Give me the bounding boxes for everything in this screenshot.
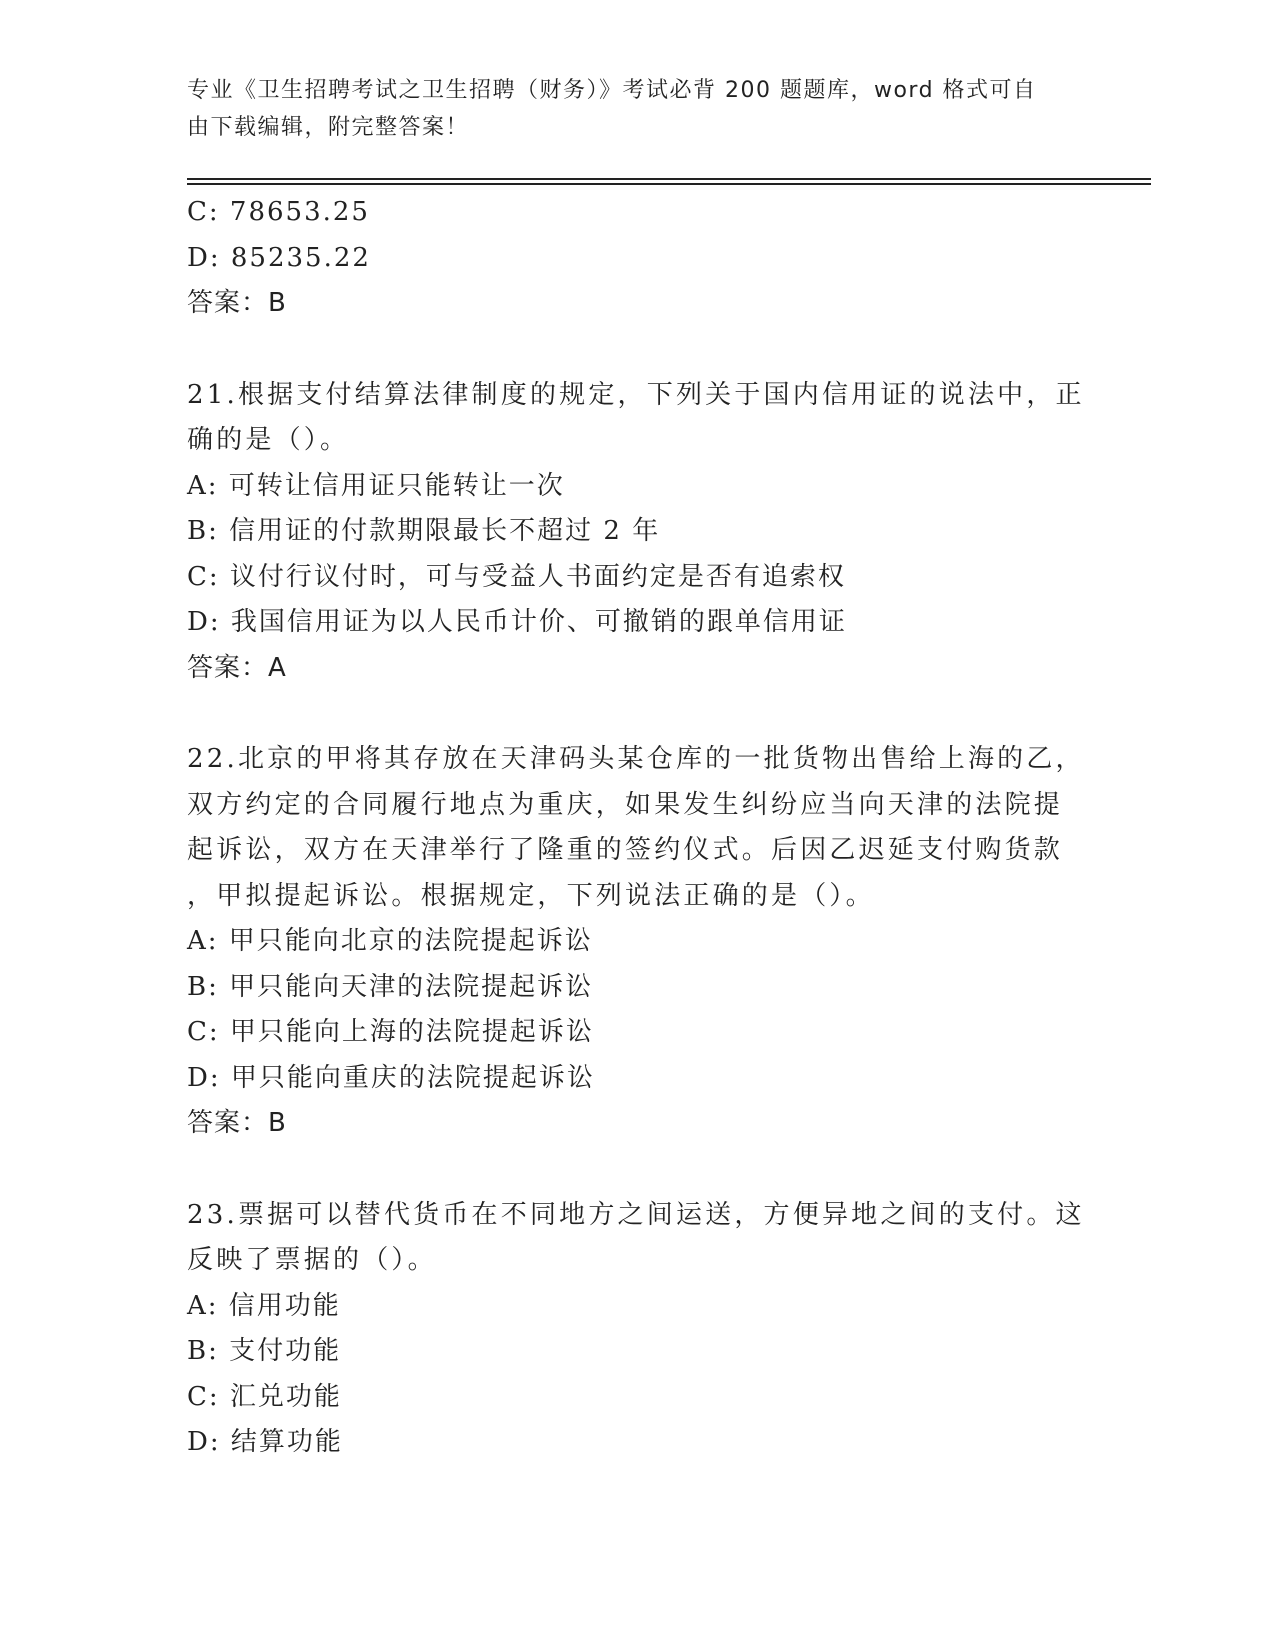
option-line: D: 我国信用证为以人民币计价、可撤销的跟单信用证: [187, 607, 847, 637]
option-line: D: 85235.22: [187, 242, 371, 273]
header-divider: [187, 178, 1151, 180]
question-text: 23.票据可以替代货币在不同地方之间运送，方便异地之间的支付。这: [187, 1199, 1085, 1230]
answer-line: 答案：B: [187, 1108, 287, 1138]
question-list: [187, 190, 1087, 1466]
option-line: D: 结算功能: [187, 1427, 343, 1457]
option-line: A: 甲只能向北京的法院提起诉讼: [187, 926, 593, 956]
option-line: C: 78653.25: [187, 197, 370, 227]
option-line: B: 信用证的付款期限最长不超过 2 年: [187, 516, 661, 546]
question-text: 反映了票据的（）。: [187, 1245, 437, 1275]
question-text: 22.北京的甲将其存放在天津码头某仓库的一批货物出售给上海的乙，: [187, 744, 1085, 774]
option-line: B: 甲只能向天津的法院提起诉讼: [187, 971, 594, 1002]
header-divider: [187, 183, 1151, 185]
spacer: [187, 1147, 1087, 1193]
question-text: ，甲拟提起诉讼。根据规定，下列说法正确的是（）。: [187, 880, 875, 911]
option-line: C: 汇兑功能: [187, 1381, 342, 1412]
answer-line: 答案：A: [187, 652, 287, 683]
question-22: [187, 737, 1087, 1147]
spacer: [187, 327, 1087, 373]
answer-line: 答案：B: [187, 288, 287, 318]
question-text: 起诉讼，双方在天津举行了隆重的签约仪式。后因乙迟延支付购货款: [187, 835, 1064, 865]
option-line: A: 信用功能: [187, 1290, 341, 1321]
question-text: 21.根据支付结算法律制度的规定，下列关于国内信用证的说法中，正: [187, 379, 1085, 410]
question-text: 确的是（）。: [187, 425, 350, 455]
question-21: [187, 373, 1087, 692]
spacer: [187, 691, 1087, 737]
option-line: A: 可转让信用证只能转让一次: [187, 470, 565, 501]
option-line: C: 议付行议付时，可与受益人书面约定是否有追索权: [187, 561, 846, 592]
header-line: 专业《卫生招聘考试之卫生招聘（财务）》考试必背 200 题题库，word 格式可自: [187, 78, 1037, 103]
question-23: [187, 1193, 1087, 1466]
question-text: 双方约定的合同履行地点为重庆，如果发生纠纷应当向天津的法院提: [187, 789, 1064, 820]
option-line: D: 甲只能向重庆的法院提起诉讼: [187, 1062, 595, 1093]
document-header: [187, 72, 1067, 146]
option-line: B: 支付功能: [187, 1336, 342, 1366]
header-line: 由下载编辑，附完整答案！: [187, 115, 470, 140]
option-line: C: 甲只能向上海的法院提起诉讼: [187, 1017, 594, 1047]
